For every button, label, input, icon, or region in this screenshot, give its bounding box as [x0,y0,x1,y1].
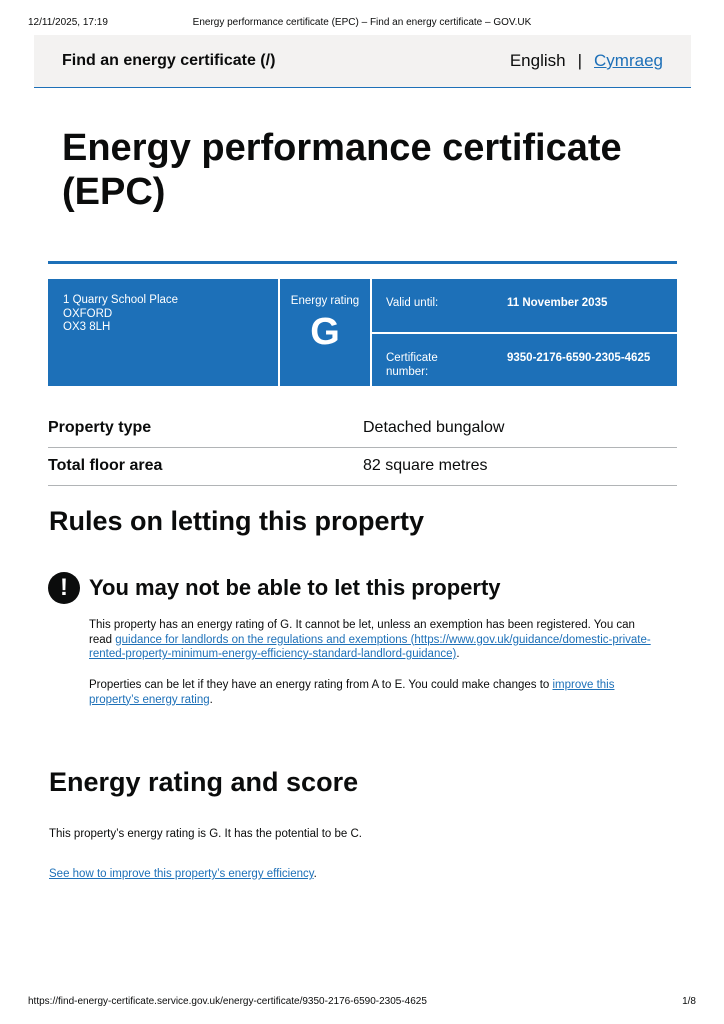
service-name: Find an energy certificate [62,52,256,69]
summary-row [48,410,677,448]
address-line-2: OXFORD [63,307,113,320]
valid-until-label: Valid until: [386,297,439,309]
property-address [48,279,278,386]
summary-key: Total floor area [48,457,163,474]
improve-efficiency-paragraph [49,867,669,882]
energy-rating-text: This property’s energy rating is G. It has the potential to be C. [49,828,363,840]
print-footer [28,996,696,1010]
print-page-number: 1/8 [682,996,696,1007]
letting-paragraph-1 [89,618,659,662]
site-header [34,35,691,88]
letting-p2-text: Properties can be let if they have an energy rating from A to E. You could make changes to [89,679,553,691]
print-timestamp: 12/11/2025, 17:19 [28,17,108,28]
letting-p2-end: . [209,693,213,706]
summary-key: Property type [48,419,152,436]
address-line-1: 1 Quarry School Place [63,294,179,306]
summary-row [48,448,677,486]
section-divider [48,261,677,264]
print-doc-title: Energy performance certificate (EPC) – Find an energy certificate – GOV.UK [192,17,532,28]
summary-value: 82 square metres [363,457,488,474]
energy-rating-heading: Energy rating and score [49,767,359,797]
improve-efficiency-end: . [313,868,317,880]
language-switcher [510,51,663,71]
certificate-number-label [386,352,438,379]
page-title: Energy performance certificate (EPC) [62,127,622,213]
epc-summary-box [48,279,677,386]
certificate-label-line1: Certificate [386,352,438,364]
lang-cymraeg-link[interactable]: Cymraeg [594,51,663,70]
service-link-url: (/) [260,52,276,69]
divider [372,332,677,334]
letting-p1-text: This property has an energy rating of G. It cannot be let, unless an exemption has been registered. You can read [89,619,635,646]
letting-paragraph-2 [89,678,659,707]
energy-rating-value: G [310,311,340,353]
energy-rating-label: Energy rating [290,295,360,307]
letting-rules-heading: Rules on letting this property [49,506,425,536]
address-line-3: OX3 8LH [63,321,111,333]
certificate-label-line2: number: [386,365,429,378]
improve-efficiency-link[interactable]: See how to improve this property’s energy efficiency [49,868,314,880]
warning-icon: ! [48,572,80,604]
valid-until-value: 11 November 2035 [507,297,608,309]
summary-value: Detached bungalow [363,419,505,436]
energy-rating-panel [280,279,370,386]
letting-p1-end: . [456,648,460,660]
print-header [28,17,696,31]
lang-separator: | [577,51,583,70]
landlord-guidance-link[interactable]: guidance for landlords on the regulations and exemptions (https://www.gov.uk/guidance/domestic-private-rented-property-minimum-energy-efficiency-standard-landlord-guidance) [89,633,651,660]
service-name-link[interactable] [62,52,275,70]
print-url: https://find-energy-certificate.service.gov.uk/energy-certificate/9350-2176-6590-2305-4625 [28,996,427,1007]
lang-english: English [509,51,566,70]
certificate-number-value: 9350-2176-6590-2305-4625 [507,352,651,364]
improve-rating-link[interactable]: improve this property’s energy rating [89,679,615,706]
property-summary-list [48,410,677,486]
warning-title: You may not be able to let this property [89,575,501,600]
